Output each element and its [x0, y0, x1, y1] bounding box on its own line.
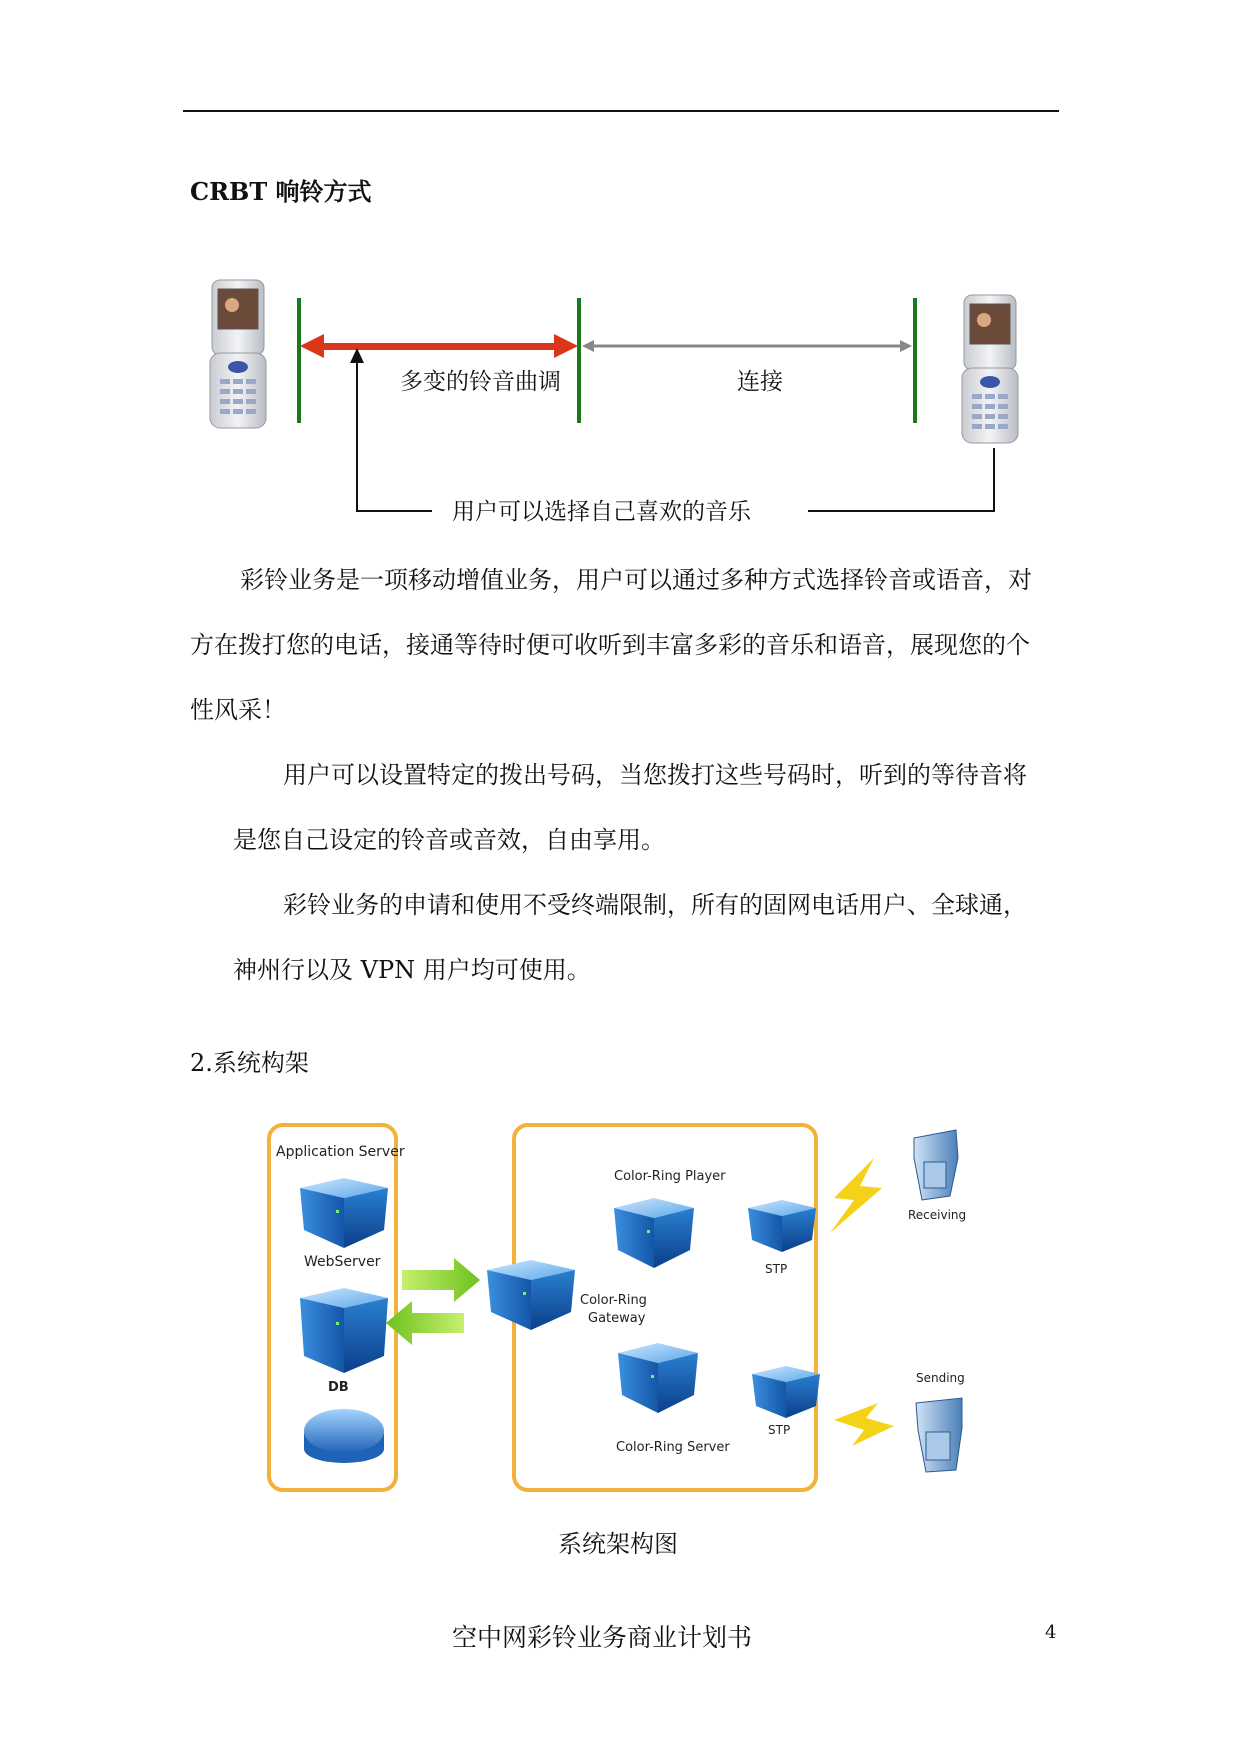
gateway-label-line-2: Gateway — [588, 1311, 646, 1326]
db-label: DB — [328, 1380, 349, 1395]
paragraph-1-line-1: 彩铃业务是一项移动增值业务，用户可以通过多种方式选择铃音或语音，对 — [240, 566, 1032, 594]
stp-bottom-icon — [752, 1366, 820, 1418]
tone-label: 多变的铃音曲调 — [400, 369, 561, 395]
webserver-label: WebServer — [304, 1254, 381, 1270]
choose-label: 用户可以选择自己喜欢的音乐 — [452, 499, 751, 525]
color-ring-player-icon — [614, 1198, 694, 1268]
paragraph-2-line-2: 是您自己设定的铃音或音效，自由享用。 — [233, 826, 665, 854]
sending-label: Sending — [916, 1371, 965, 1385]
paragraph-2-line-1: 用户可以设置特定的拨出号码，当您拨打这些号码时，听到的等待音将 — [283, 761, 1027, 789]
callee-phone-icon — [962, 295, 1018, 443]
player-label: Color-Ring Player — [614, 1169, 726, 1184]
connect-arrow — [582, 340, 912, 352]
sending-phone-icon — [916, 1398, 962, 1472]
receiving-label: Receiving — [908, 1208, 967, 1222]
crbt-ring-diagram — [200, 275, 1020, 530]
footer-doc-title: 空中网彩铃业务商业计划书 — [452, 1623, 753, 1652]
data-flow-arrows — [386, 1258, 480, 1345]
stp-top-label: STP — [765, 1262, 788, 1276]
receiving-phone-icon — [914, 1130, 958, 1200]
marker-middle — [577, 298, 581, 423]
caller-phone-icon — [210, 280, 266, 428]
paragraph-3-line-2: 神州行以及 VPN 用户均可使用。 — [233, 956, 591, 984]
color-ring-gateway-icon — [487, 1260, 575, 1330]
webserver-icon — [300, 1178, 388, 1248]
server-label: Color-Ring Server — [616, 1440, 730, 1455]
ringtone-arrow — [300, 334, 578, 358]
paragraph-3-line-1: 彩铃业务的申请和使用不受终端限制，所有的固网电话用户、全球通， — [283, 891, 1027, 919]
page-number: 4 — [1045, 1622, 1057, 1643]
receiving-signal-icon — [830, 1158, 882, 1233]
database-disk-icon — [304, 1409, 384, 1463]
color-ring-server-icon — [618, 1343, 698, 1413]
gateway-label-line-1: Color-Ring — [580, 1293, 647, 1308]
connect-label: 连接 — [737, 369, 783, 395]
callout-arrowhead — [350, 348, 364, 363]
figure-caption: 系统架构图 — [558, 1530, 678, 1558]
section-2-title: 2.系统构架 — [190, 1049, 309, 1077]
marker-right — [913, 298, 917, 423]
section-title: CRBT 响铃方式 — [190, 177, 372, 206]
sending-signal-icon — [834, 1403, 894, 1446]
stp-bottom-label: STP — [768, 1423, 791, 1437]
marker-left — [297, 298, 301, 423]
db-server-icon — [300, 1288, 388, 1373]
paragraph-1-line-2: 方在拨打您的电话，接通等待时便可收听到丰富多彩的音乐和语音，展现您的个 — [190, 631, 1030, 659]
paragraph-1-line-3: 性风采！ — [190, 696, 286, 724]
system-architecture-diagram — [262, 1118, 992, 1503]
application-server-label: Application Server — [276, 1144, 405, 1160]
stp-top-icon — [748, 1200, 816, 1252]
header-rule — [183, 110, 1059, 112]
